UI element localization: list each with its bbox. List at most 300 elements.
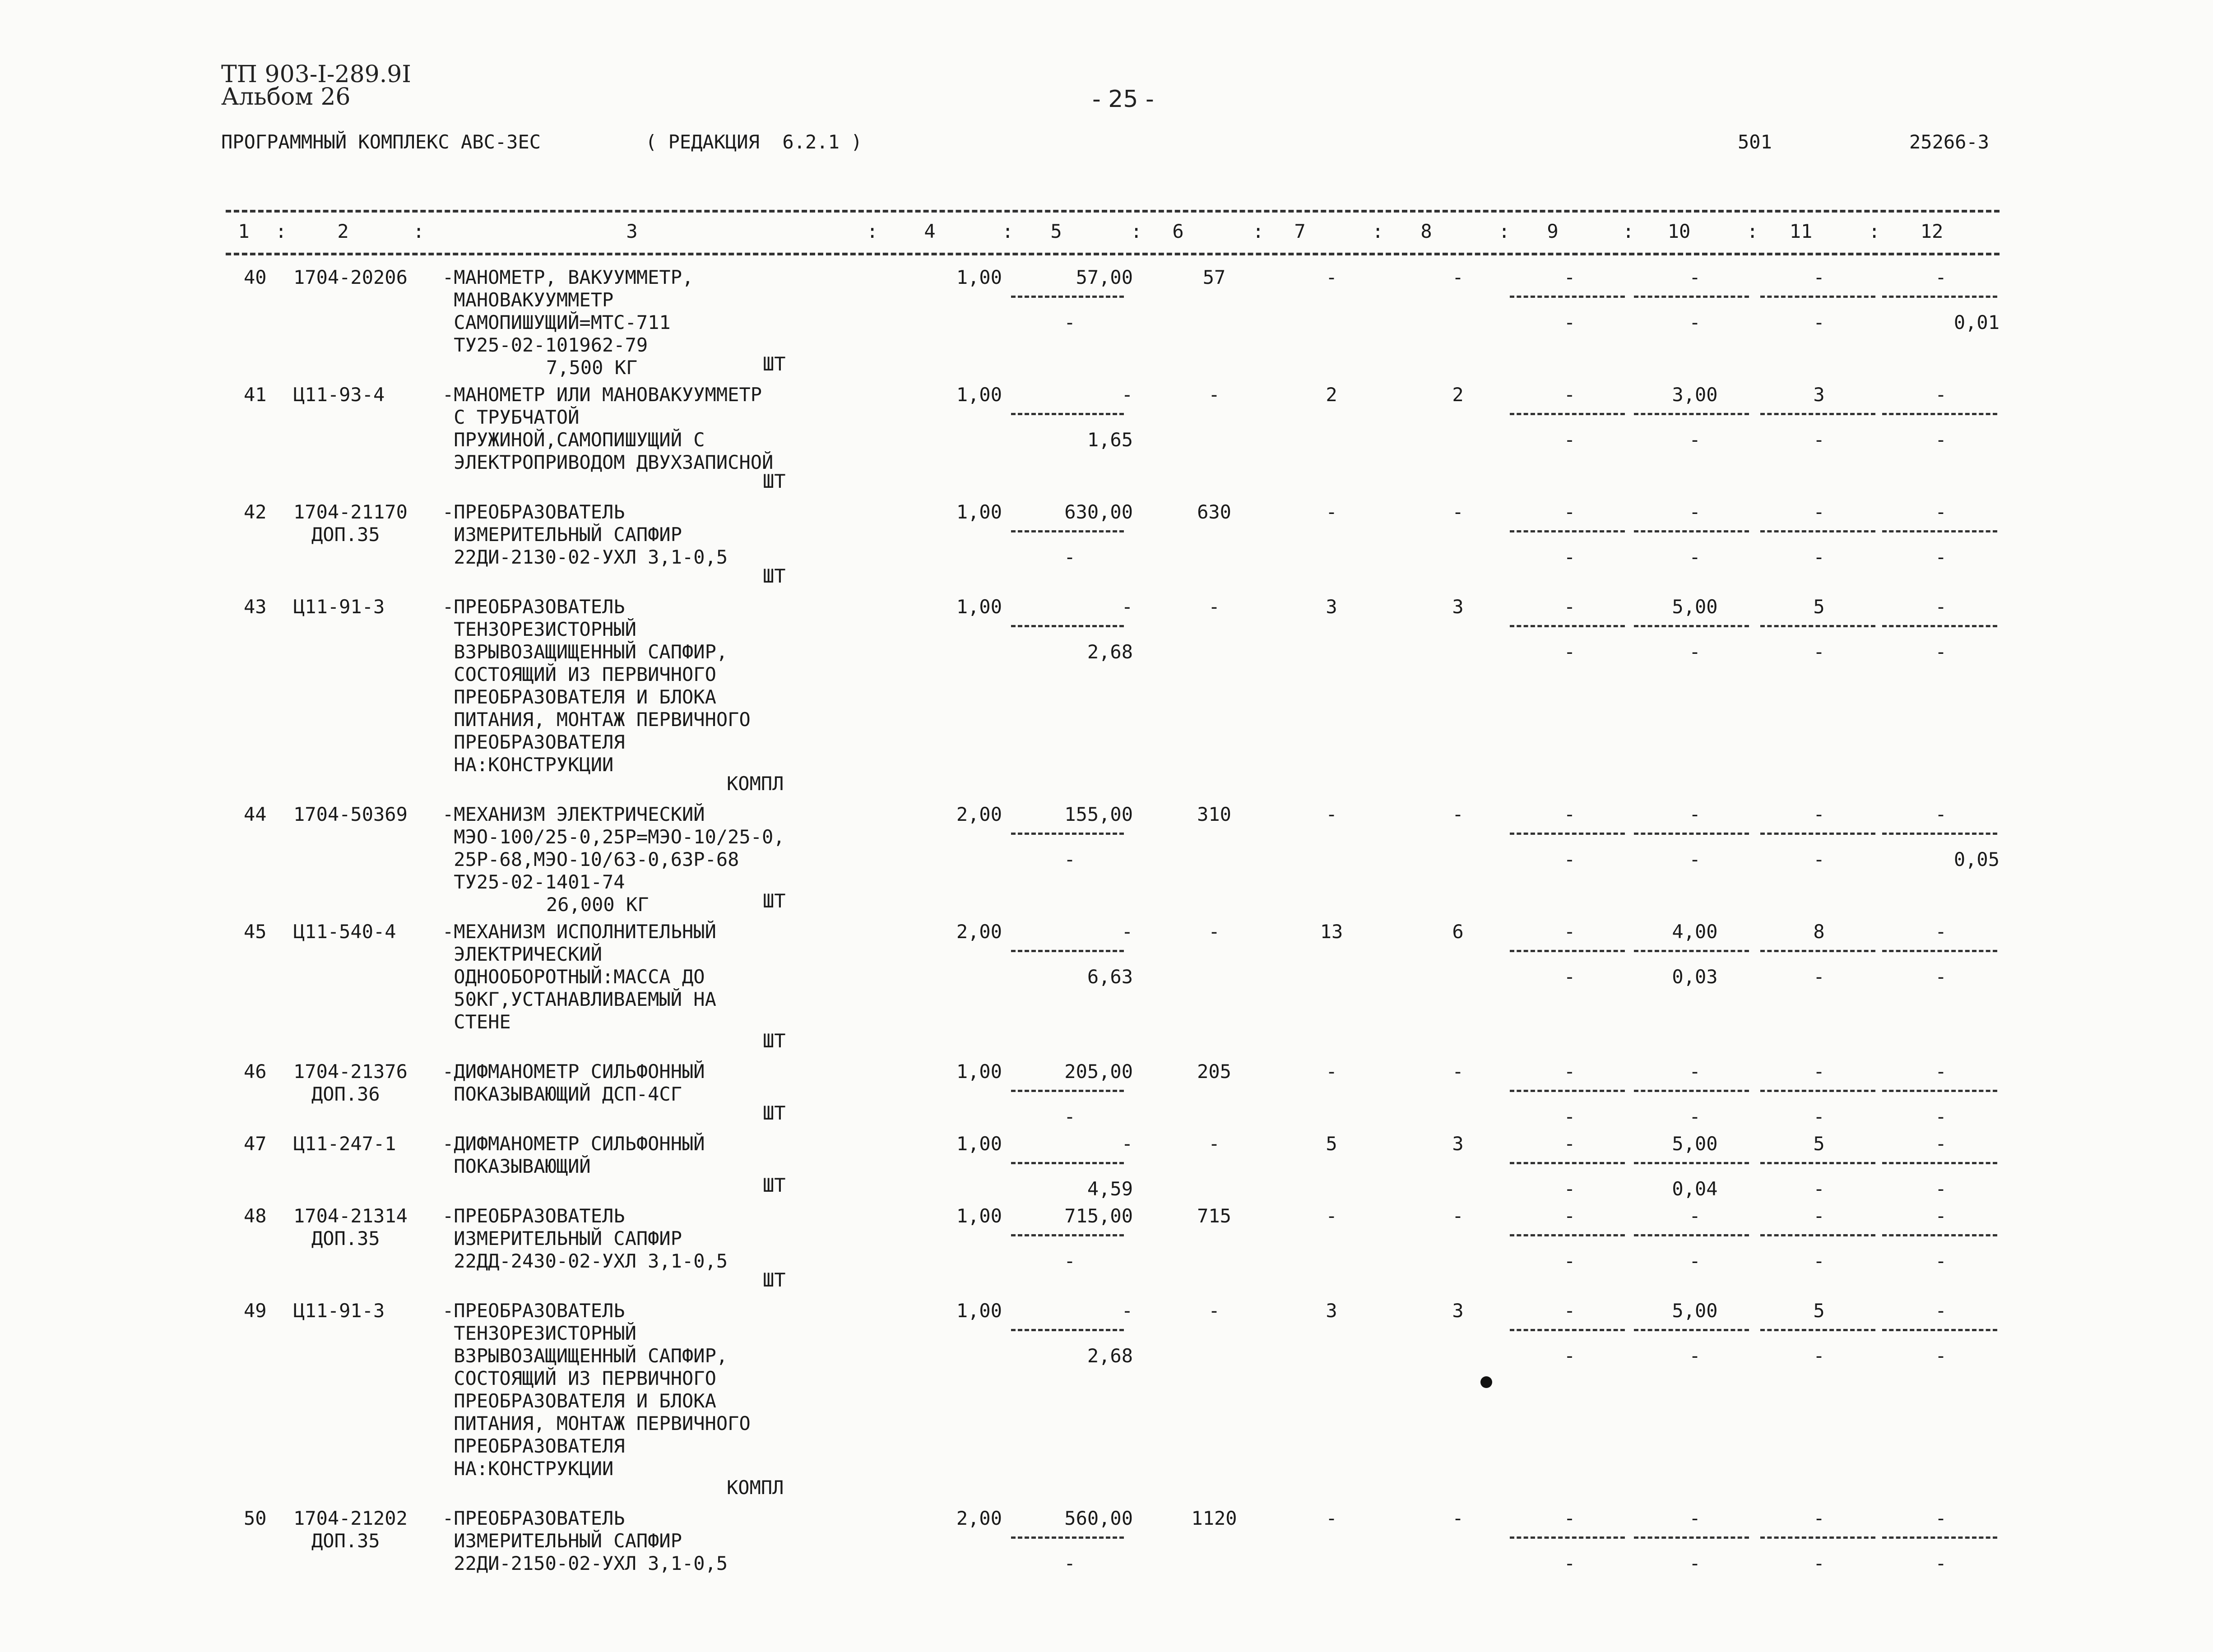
column-separator: : <box>1253 220 1264 242</box>
row-col5-bottom: - <box>1064 1552 1076 1574</box>
row-number: 45 <box>244 921 267 943</box>
row-col12-bottom: - <box>1935 966 1947 988</box>
row-description-line: -ПРЕОБРАЗОВАТЕЛЬ <box>442 596 625 618</box>
row-col10-top: - <box>1689 803 1701 825</box>
row-col10-top: 5,00 <box>1672 1300 1718 1322</box>
row-col12-top: - <box>1935 384 1947 406</box>
row-col5-bottom: 4,59 <box>1087 1178 1133 1200</box>
row-unit: ШТ <box>763 353 786 375</box>
row-col7: 13 <box>1320 921 1343 943</box>
row-col8: 6 <box>1452 921 1464 943</box>
row-col9-bottom: - <box>1563 966 1576 988</box>
row-col8: - <box>1452 1507 1464 1529</box>
row-col10-bottom: - <box>1689 1106 1701 1128</box>
row-description-line: -ПРЕОБРАЗОВАТЕЛЬ <box>442 1507 625 1529</box>
row-code: 1704-21314 <box>293 1205 408 1227</box>
row-code-extra: ДОП.35 <box>311 1227 380 1249</box>
row-code-extra: ДОП.35 <box>311 1530 380 1552</box>
row-number: 42 <box>244 501 267 523</box>
row-col10-bottom: 0,04 <box>1672 1178 1718 1200</box>
row-description-line: -ПРЕОБРАЗОВАТЕЛЬ <box>442 1205 625 1227</box>
row-col6: - <box>1208 921 1220 943</box>
row-col11-bottom: - <box>1813 1178 1825 1200</box>
code-b: 25266-3 <box>1909 131 1990 153</box>
row-description-line: МЭО-100/25-0,25Р=МЭО-10/25-0, <box>442 826 785 848</box>
row-col9-top: - <box>1563 266 1576 288</box>
row-col12-bottom: 0,01 <box>1953 311 2000 333</box>
row-col11-bottom: - <box>1813 1250 1825 1272</box>
row-number: 40 <box>244 266 267 288</box>
column-separator: : <box>1131 220 1142 242</box>
row-number: 46 <box>244 1060 267 1083</box>
row-col7: 3 <box>1326 1300 1337 1322</box>
row-description-line: ВЗРЫВОЗАЩИЩЕННЫЙ САПФИР, <box>442 641 728 663</box>
row-col12-divider <box>1882 1234 1997 1236</box>
row-description-line: ПРЕОБРАЗОВАТЕЛЯ И БЛОКА <box>442 686 716 708</box>
column-separator: : <box>1747 220 1758 242</box>
row-description-line: 22ДИ-2150-02-УХЛ 3,1-0,5 <box>442 1552 728 1574</box>
row-col10-top: - <box>1689 501 1701 523</box>
row-col11-top: 5 <box>1813 1133 1825 1155</box>
row-col9-divider <box>1510 296 1625 298</box>
row-col7: - <box>1326 803 1337 825</box>
row-col11-bottom: - <box>1813 429 1825 451</box>
row-col10-top: 5,00 <box>1672 596 1718 618</box>
row-col12-top: - <box>1935 803 1947 825</box>
row-col12-top: - <box>1935 1205 1947 1227</box>
row-col12-top: - <box>1935 1507 1947 1529</box>
row-col8: - <box>1452 1205 1464 1227</box>
row-col9-divider <box>1510 833 1625 835</box>
row-description-line: 50КГ,УСТАНАВЛИВАЕМЫЙ НА <box>442 988 716 1010</box>
row-col7: - <box>1326 1060 1337 1083</box>
row-unit: ШТ <box>763 1269 786 1291</box>
header-rule-top <box>226 210 2000 213</box>
column-separator: : <box>1372 220 1384 242</box>
row-col6: 205 <box>1197 1060 1231 1083</box>
row-col10-bottom: - <box>1689 1552 1701 1574</box>
row-col5-top: 715,00 <box>1064 1205 1133 1227</box>
row-col11-divider <box>1760 1329 1875 1331</box>
row-col11-divider <box>1760 1162 1875 1164</box>
row-col10-divider <box>1634 833 1749 835</box>
row-col5-top: - <box>1121 596 1133 618</box>
row-col5-top: - <box>1121 1133 1133 1155</box>
row-unit: ШТ <box>763 1174 786 1196</box>
row-col10-divider <box>1634 1329 1749 1331</box>
row-col10-top: - <box>1689 1205 1701 1227</box>
row-col11-top: - <box>1813 266 1825 288</box>
row-number: 49 <box>244 1300 267 1322</box>
row-col12-divider <box>1882 833 1997 835</box>
row-description-line: -ДИФМАНОМЕТР СИЛЬФОННЫЙ <box>442 1060 705 1083</box>
row-col8: - <box>1452 803 1464 825</box>
row-col5-top: 560,00 <box>1064 1507 1133 1529</box>
row-code-extra: ДОП.35 <box>311 523 380 546</box>
row-col11-divider <box>1760 530 1875 532</box>
row-col6: 1120 <box>1191 1507 1237 1529</box>
row-col8: 2 <box>1452 384 1464 406</box>
row-code: 1704-21376 <box>293 1060 408 1083</box>
row-col12-top: - <box>1935 596 1947 618</box>
row-col8: 3 <box>1452 1300 1464 1322</box>
row-col6: 57 <box>1202 266 1226 288</box>
row-description-line: С ТРУБЧАТОЙ <box>442 406 580 428</box>
row-col9-top: - <box>1563 1133 1576 1155</box>
row-col11-top: 3 <box>1813 384 1825 406</box>
row-col9-divider <box>1510 625 1625 627</box>
row-code-extra: ДОП.36 <box>311 1083 380 1105</box>
row-description-line: -ДИФМАНОМЕТР СИЛЬФОННЫЙ <box>442 1133 705 1155</box>
row-col5-top: 57,00 <box>1076 266 1133 288</box>
row-col11-divider <box>1760 625 1875 627</box>
row-col6: - <box>1208 384 1220 406</box>
row-unit: КОМПЛ <box>727 1476 784 1499</box>
row-col10-bottom: - <box>1689 429 1701 451</box>
row-col9-divider <box>1510 1090 1625 1092</box>
row-description-line: 22ДД-2430-02-УХЛ 3,1-0,5 <box>442 1250 728 1272</box>
column-header-10: 10 <box>1667 220 1691 242</box>
code-a: 501 <box>1738 131 1772 153</box>
row-col7: 2 <box>1326 384 1337 406</box>
row-description-line: ПОКАЗЫВАЮЩИЙ <box>442 1155 591 1177</box>
row-col11-bottom: - <box>1813 641 1825 663</box>
row-col12-top: - <box>1935 1133 1947 1155</box>
row-col9-top: - <box>1563 1507 1576 1529</box>
row-col12-top: - <box>1935 1060 1947 1083</box>
album-label: Альбом 26 <box>221 83 351 111</box>
row-col9-divider <box>1510 1536 1625 1539</box>
row-code: Ц11-93-4 <box>293 384 385 406</box>
row-col11-top: - <box>1813 1205 1825 1227</box>
row-col12-bottom: 0,05 <box>1953 848 2000 870</box>
row-description-line: -МЕХАНИЗМ ЭЛЕКТРИЧЕСКИЙ <box>442 803 705 825</box>
row-col5-bottom: - <box>1064 311 1076 333</box>
row-description-line: -МЕХАНИЗМ ИСПОЛНИТЕЛЬНЫЙ <box>442 921 716 943</box>
row-col10-divider <box>1634 413 1749 415</box>
row-col10-bottom: - <box>1689 1250 1701 1272</box>
row-code: Ц11-91-3 <box>293 1300 385 1322</box>
row-col5-divider <box>1011 1234 1124 1236</box>
row-description-line: ОДНООБОРОТНЫЙ:МАССА ДО <box>442 966 705 988</box>
row-description-line: МАНОВАКУУММЕТР <box>442 289 614 311</box>
row-col6: - <box>1208 596 1220 618</box>
row-description-line: ТУ25-02-101962-79 <box>442 334 648 356</box>
row-col9-bottom: - <box>1563 641 1576 663</box>
row-col10-top: - <box>1689 1060 1701 1083</box>
row-col9-bottom: - <box>1563 311 1576 333</box>
row-col9-top: - <box>1563 596 1576 618</box>
row-col11-divider <box>1760 833 1875 835</box>
row-col9-divider <box>1510 950 1625 952</box>
row-description-line: ЭЛЕКТРИЧЕСКИЙ <box>442 943 603 965</box>
row-col9-bottom: - <box>1563 429 1576 451</box>
row-number: 44 <box>244 803 267 825</box>
row-description-line: 22ДИ-2130-02-УХЛ 3,1-0,5 <box>442 546 728 568</box>
column-header-3: 3 <box>626 220 638 242</box>
row-col10-bottom: - <box>1689 546 1701 568</box>
row-col12-bottom: - <box>1935 429 1947 451</box>
row-col12-bottom: - <box>1935 546 1947 568</box>
row-col5-divider <box>1011 625 1124 627</box>
row-col12-divider <box>1882 1536 1997 1539</box>
row-description-line: ПРЕОБРАЗОВАТЕЛЯ <box>442 1435 625 1457</box>
row-col9-bottom: - <box>1563 1250 1576 1272</box>
column-separator: : <box>1623 220 1634 242</box>
row-col10-top: - <box>1689 266 1701 288</box>
row-col12-top: - <box>1935 501 1947 523</box>
row-code: 1704-21202 <box>293 1507 408 1529</box>
row-col11-top: 5 <box>1813 596 1825 618</box>
row-code: Ц11-540-4 <box>293 921 396 943</box>
row-code: Ц11-91-3 <box>293 596 385 618</box>
row-col11-divider <box>1760 1234 1875 1236</box>
row-weight: 7,500 КГ <box>546 356 638 379</box>
row-qty: 1,00 <box>956 1205 1002 1227</box>
row-code: 1704-20206 <box>293 266 408 288</box>
row-description-line: НА:КОНСТРУКЦИИ <box>442 1458 614 1480</box>
column-separator: : <box>1869 220 1880 242</box>
row-col5-top: 205,00 <box>1064 1060 1133 1083</box>
column-header-4: 4 <box>924 220 936 242</box>
row-col5-bottom: - <box>1064 1106 1076 1128</box>
row-unit: ШТ <box>763 890 786 912</box>
row-col5-bottom: 6,63 <box>1087 966 1133 988</box>
row-description-line: СОСТОЯЩИЙ ИЗ ПЕРВИЧНОГО <box>442 663 716 685</box>
row-code: Ц11-247-1 <box>293 1133 396 1155</box>
row-col5-top: - <box>1121 921 1133 943</box>
row-col6: 715 <box>1197 1205 1231 1227</box>
row-col11-top: - <box>1813 1060 1825 1083</box>
row-col7: 5 <box>1326 1133 1337 1155</box>
row-col10-bottom: - <box>1689 848 1701 870</box>
column-header-9: 9 <box>1547 220 1559 242</box>
ink-dot <box>1480 1376 1492 1388</box>
row-col7: - <box>1326 1507 1337 1529</box>
row-col9-bottom: - <box>1563 1345 1576 1367</box>
row-col8: 3 <box>1452 1133 1464 1155</box>
row-col9-divider <box>1510 530 1625 532</box>
row-col9-top: - <box>1563 803 1576 825</box>
column-header-1: 1 <box>238 220 250 242</box>
row-col9-bottom: - <box>1563 1178 1576 1200</box>
column-separator: : <box>275 220 287 242</box>
row-description-line: САМОПИШУЩИЙ=МТС-711 <box>442 311 671 333</box>
row-description-line: ИЗМЕРИТЕЛЬНЫЙ САПФИР <box>442 1227 682 1249</box>
row-description-line: -ПРЕОБРАЗОВАТЕЛЬ <box>442 501 625 523</box>
row-col9-bottom: - <box>1563 848 1576 870</box>
row-col9-top: - <box>1563 501 1576 523</box>
row-qty: 1,00 <box>956 501 1002 523</box>
row-col5-bottom: 1,65 <box>1087 429 1133 451</box>
row-col11-top: 5 <box>1813 1300 1825 1322</box>
row-description-line: ЭЛЕКТРОПРИВОДОМ ДВУХЗАПИСНОЙ <box>442 451 774 473</box>
row-col6: - <box>1208 1133 1220 1155</box>
row-col11-top: - <box>1813 1507 1825 1529</box>
column-header-8: 8 <box>1420 220 1432 242</box>
row-col7: - <box>1326 1205 1337 1227</box>
row-col9-top: - <box>1563 1205 1576 1227</box>
row-col12-divider <box>1882 1329 1997 1331</box>
row-description-line: ПИТАНИЯ, МОНТАЖ ПЕРВИЧНОГО <box>442 708 751 731</box>
edition-label: ( РЕДАКЦИЯ 6.2.1 ) <box>645 131 863 153</box>
row-qty: 1,00 <box>956 596 1002 618</box>
row-col10-divider <box>1634 1234 1749 1236</box>
row-col12-bottom: - <box>1935 1345 1947 1367</box>
row-col10-bottom: - <box>1689 1345 1701 1367</box>
row-col7: 3 <box>1326 596 1337 618</box>
row-col5-bottom: 2,68 <box>1087 1345 1133 1367</box>
row-description-line: ПРЕОБРАЗОВАТЕЛЯ И БЛОКА <box>442 1390 716 1412</box>
row-col9-top: - <box>1563 921 1576 943</box>
row-description-line: -МАНОМЕТР, ВАКУУММЕТР, <box>442 266 694 288</box>
row-col9-top: - <box>1563 384 1576 406</box>
row-col5-divider <box>1011 1090 1124 1092</box>
row-description-line: ИЗМЕРИТЕЛЬНЫЙ САПФИР <box>442 523 682 546</box>
row-col11-divider <box>1760 1090 1875 1092</box>
row-col12-top: - <box>1935 921 1947 943</box>
row-col9-top: - <box>1563 1300 1576 1322</box>
row-col5-divider <box>1011 1162 1124 1164</box>
row-col10-bottom: - <box>1689 641 1701 663</box>
row-col11-divider <box>1760 296 1875 298</box>
row-unit: КОМПЛ <box>727 773 784 795</box>
row-code: 1704-50369 <box>293 803 408 825</box>
row-col9-divider <box>1510 413 1625 415</box>
row-number: 41 <box>244 384 267 406</box>
row-description-line: НА:КОНСТРУКЦИИ <box>442 754 614 776</box>
row-qty: 1,00 <box>956 1133 1002 1155</box>
row-unit: ШТ <box>763 565 786 587</box>
row-col12-divider <box>1882 950 1997 952</box>
row-col5-divider <box>1011 296 1124 298</box>
row-col5-top: - <box>1121 1300 1133 1322</box>
row-col12-bottom: - <box>1935 1106 1947 1128</box>
row-col11-divider <box>1760 1536 1875 1539</box>
row-code: 1704-21170 <box>293 501 408 523</box>
row-description-line: 25Р-68,МЭО-10/63-0,63Р-68 <box>442 848 739 870</box>
row-col5-top: 155,00 <box>1064 803 1133 825</box>
row-col11-divider <box>1760 413 1875 415</box>
row-col10-top: 4,00 <box>1672 921 1718 943</box>
row-number: 43 <box>244 596 267 618</box>
row-number: 48 <box>244 1205 267 1227</box>
row-col10-divider <box>1634 950 1749 952</box>
row-col10-divider <box>1634 1536 1749 1539</box>
row-col5-divider <box>1011 1536 1124 1539</box>
row-col12-bottom: - <box>1935 1552 1947 1574</box>
row-col11-top: 8 <box>1813 921 1825 943</box>
row-col8: - <box>1452 266 1464 288</box>
row-col11-bottom: - <box>1813 966 1825 988</box>
row-col7: - <box>1326 501 1337 523</box>
row-col9-divider <box>1510 1329 1625 1331</box>
row-col9-divider <box>1510 1234 1625 1236</box>
column-separator: : <box>1002 220 1014 242</box>
row-col5-divider <box>1011 1329 1124 1331</box>
doc-code: ТП 903-I-289.9I <box>221 61 411 88</box>
row-description-line: ТЕНЗОРЕЗИСТОРНЫЙ <box>442 618 636 640</box>
row-col11-top: - <box>1813 803 1825 825</box>
row-unit: ШТ <box>763 470 786 492</box>
row-col9-bottom: - <box>1563 546 1576 568</box>
row-col11-bottom: - <box>1813 848 1825 870</box>
row-description-line: ТУ25-02-1401-74 <box>442 871 625 893</box>
row-qty: 1,00 <box>956 384 1002 406</box>
row-col8: - <box>1452 501 1464 523</box>
column-header-5: 5 <box>1050 220 1062 242</box>
row-number: 50 <box>244 1507 267 1529</box>
row-col11-bottom: - <box>1813 1552 1825 1574</box>
row-col10-divider <box>1634 530 1749 532</box>
row-col6: 630 <box>1197 501 1231 523</box>
row-col10-divider <box>1634 296 1749 298</box>
row-description-line: ПОКАЗЫВАЮЩИЙ ДСП-4СГ <box>442 1083 682 1105</box>
page-number: - 25 - <box>1092 86 1154 113</box>
column-header-6: 6 <box>1172 220 1184 242</box>
row-col5-divider <box>1011 530 1124 532</box>
row-col10-top: 5,00 <box>1672 1133 1718 1155</box>
row-col10-top: - <box>1689 1507 1701 1529</box>
row-col5-top: - <box>1121 384 1133 406</box>
row-col6: 310 <box>1197 803 1231 825</box>
row-unit: ШТ <box>763 1102 786 1124</box>
row-col12-bottom: - <box>1935 1178 1947 1200</box>
row-col11-bottom: - <box>1813 1106 1825 1128</box>
row-col7: - <box>1326 266 1337 288</box>
row-col11-divider <box>1760 950 1875 952</box>
row-col11-bottom: - <box>1813 1345 1825 1367</box>
row-description-line: ПИТАНИЯ, МОНТАЖ ПЕРВИЧНОГО <box>442 1412 751 1435</box>
row-col12-divider <box>1882 1090 1997 1092</box>
row-description-line: -МАНОМЕТР ИЛИ МАНОВАКУУММЕТР <box>442 384 762 406</box>
row-col5-bottom: - <box>1064 1250 1076 1272</box>
column-separator: : <box>413 220 425 242</box>
column-separator: : <box>867 220 878 242</box>
row-col12-divider <box>1882 530 1997 532</box>
row-col5-bottom: - <box>1064 546 1076 568</box>
row-description-line: ПРУЖИНОЙ,САМОПИШУЩИЙ С <box>442 429 705 451</box>
row-col5-divider <box>1011 950 1124 952</box>
row-col11-bottom: - <box>1813 311 1825 333</box>
column-header-2: 2 <box>337 220 349 242</box>
row-col9-bottom: - <box>1563 1552 1576 1574</box>
row-qty: 1,00 <box>956 1300 1002 1322</box>
row-col5-top: 630,00 <box>1064 501 1133 523</box>
row-col11-bottom: - <box>1813 546 1825 568</box>
row-col10-bottom: 0,03 <box>1672 966 1718 988</box>
row-col12-bottom: - <box>1935 1250 1947 1272</box>
row-col12-divider <box>1882 296 1997 298</box>
row-description-line: СТЕНЕ <box>442 1011 511 1033</box>
column-header-7: 7 <box>1294 220 1306 242</box>
row-description-line: ТЕНЗОРЕЗИСТОРНЫЙ <box>442 1322 636 1344</box>
row-col5-bottom: 2,68 <box>1087 641 1133 663</box>
row-number: 47 <box>244 1133 267 1155</box>
row-col9-top: - <box>1563 1060 1576 1083</box>
row-weight: 26,000 КГ <box>546 893 649 916</box>
row-description-line: ВЗРЫВОЗАЩИЩЕННЫЙ САПФИР, <box>442 1345 728 1367</box>
row-col9-bottom: - <box>1563 1106 1576 1128</box>
row-col10-bottom: - <box>1689 311 1701 333</box>
header-rule-bottom <box>226 253 2000 255</box>
row-qty: 2,00 <box>956 803 1002 825</box>
row-col12-divider <box>1882 413 1997 415</box>
row-description-line: СОСТОЯЩИЙ ИЗ ПЕРВИЧНОГО <box>442 1367 716 1389</box>
row-col8: 3 <box>1452 596 1464 618</box>
row-col10-divider <box>1634 625 1749 627</box>
row-col12-divider <box>1882 625 1997 627</box>
